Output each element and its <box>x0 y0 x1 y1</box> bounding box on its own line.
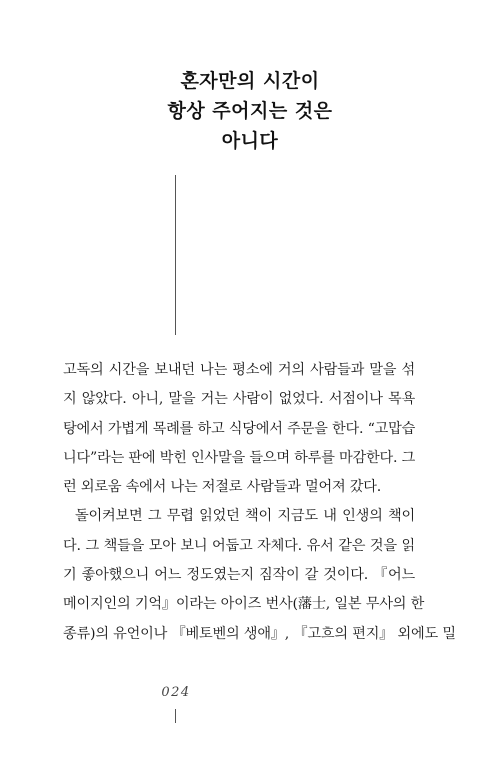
page-number: 024 <box>161 685 191 700</box>
vertical-divider <box>175 175 176 335</box>
chapter-title-line: 혼자만의 시간이 <box>180 70 320 92</box>
body-line: 탕에서 가볍게 목례를 하고 식당에서 주문을 한다. “고맙습 <box>63 420 416 437</box>
chapter-title-line: 아니다 <box>221 130 279 152</box>
chapter-title <box>0 66 500 156</box>
body-line: 기 좋아했으니 어느 정도였는지 짐작이 갈 것이다. 『어느 <box>63 567 415 584</box>
body-line: 메이지인의 기억』이라는 아이즈 번사(藩士, 일본 무사의 한 <box>63 596 425 613</box>
body-line: 다. 그 책들을 모아 보니 어둡고 자체다. 유서 같은 것을 읽 <box>63 537 415 554</box>
body-paragraphs <box>63 356 456 649</box>
chapter-title-line: 항상 주어지는 것은 <box>167 100 333 122</box>
body-line: 니다”라는 판에 박힌 인사말을 들으며 하루를 마감한다. 그 <box>63 449 416 466</box>
body-line: 돌이켜보면 그 무렵 읽었던 책이 지금도 내 인생의 책이 <box>75 508 415 525</box>
body-line: 지 않았다. 아니, 말을 거는 사람이 없었다. 서점이나 목욕 <box>63 391 415 408</box>
body-line: 런 외로움 속에서 나는 저절로 사람들과 멀어져 갔다. <box>63 479 382 496</box>
body-line: 종류)의 유언이나 『베토벤의 생애』, 『고흐의 편지』 외에도 밀 <box>63 625 456 642</box>
body-line: 고독의 시간을 보내던 나는 평소에 거의 사람들과 말을 섞 <box>63 362 415 378</box>
page-number-tick <box>175 709 176 723</box>
